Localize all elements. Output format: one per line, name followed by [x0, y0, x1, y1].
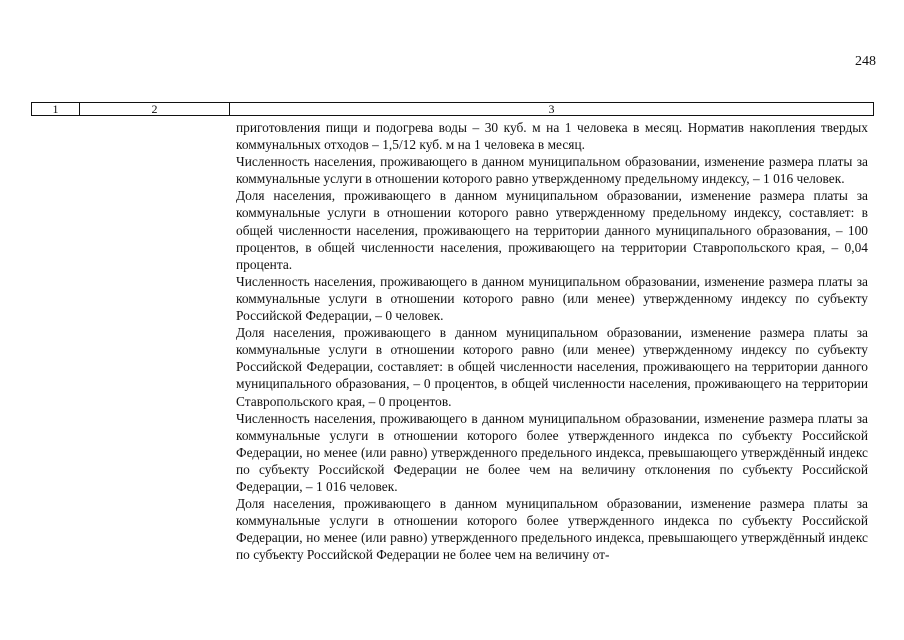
paragraph: Численность населения, проживающего в данном муниципальном образовании, изменение размера платы за коммунальные услуги в отношении которого равно утвержденному предельному индексу, – 1 016 человек. — [236, 154, 868, 187]
column-header-2: 2 — [80, 103, 230, 115]
paragraph: Доля населения, проживающего в данном муниципальном образовании, изменение размера платы за коммунальные услуги в отношении которого равно (или менее) утвержденному индексу по субъекту Российской Федерации, составляет: в общей численности населения, проживающего на территории данного муниципального образования, – 0 процентов, в общей численности населения, проживающего на территории Ставропольского края, – 0 процентов. — [236, 325, 868, 409]
document-body — [236, 119, 868, 563]
table-column-header — [31, 102, 874, 116]
paragraph: приготовления пищи и подогрева воды – 30 куб. м на 1 человека в месяц. Норматив накопления твердых коммунальных отходов – 1,5/12 куб. м на 1 человека в месяц. — [236, 120, 868, 153]
paragraph: Численность населения, проживающего в данном муниципальном образовании, изменение размера платы за коммунальные услуги в отношении которого более утвержденного индекса по субъекту Российской Федерации, но менее (или равно) утвержденного предельного индекса, превышающего утверждённый индекс по субъекту Российской Федерации не более чем на величину отклонения по субъекту Российской Федерации, – 1 016 человек. — [236, 410, 868, 494]
column-header-1: 1 — [32, 103, 80, 115]
page-number: 248 — [855, 54, 876, 69]
column-header-3: 3 — [548, 102, 555, 116]
paragraph: Численность населения, проживающего в данном муниципальном образовании, изменение размера платы за коммунальные услуги в отношении которого равно (или менее) утвержденному индексу по субъекту Российской Федерации, – 0 человек. — [236, 273, 868, 324]
paragraph: Доля населения, проживающего в данном муниципальном образовании, изменение размера платы за коммунальные услуги в отношении которого более утвержденного индекса по субъекту Российской Федерации, но менее (или равно) утвержденного предельного индекса, превышающего утверждённый индекс по субъекту Российской Федерации не более чем на величину от- — [236, 496, 868, 563]
paragraph: Доля населения, проживающего в данном муниципальном образовании, изменение размера платы за коммунальные услуги в отношении которого равно утвержденному предельному индексу, составляет: в общей численности населения, проживающего на территории данного муниципального образования, – 100 процентов, в общей численности населения, проживающего на территории Ставропольского края, – 0,04 процента. — [236, 188, 868, 272]
